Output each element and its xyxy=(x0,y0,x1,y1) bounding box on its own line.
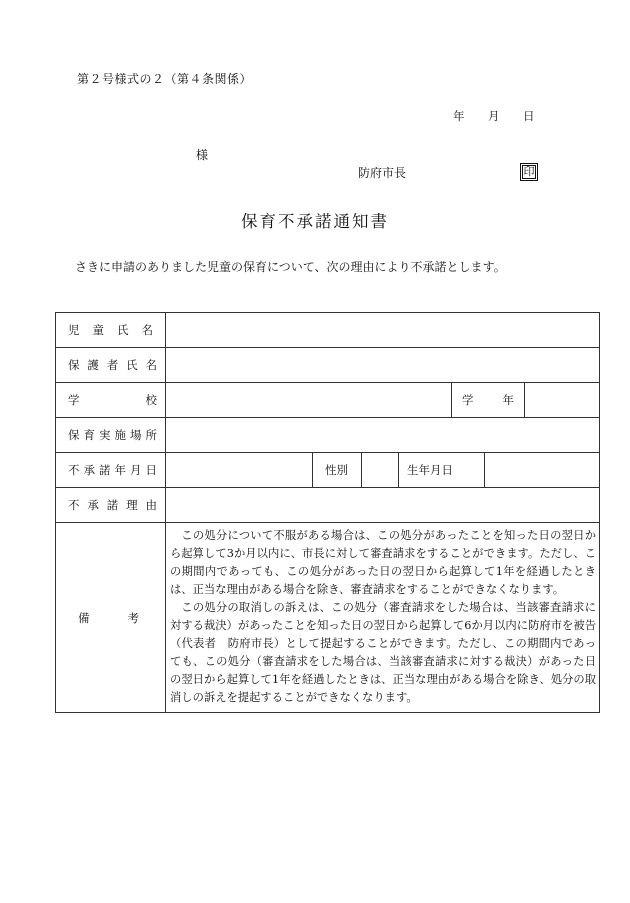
facility-row xyxy=(56,418,600,453)
child-name-row xyxy=(56,313,600,348)
rejection-reason-field[interactable] xyxy=(166,488,600,523)
intro-text: さきに申請のありました児童の保育について、次の理由により不承諾とします。 xyxy=(75,260,506,274)
remarks-row xyxy=(56,523,600,713)
date-month-label: 月 xyxy=(488,109,500,123)
facility-label: 保 育 実 施 場 所 xyxy=(56,418,166,453)
rejection-reason-label: 不 承 諾 理 由 xyxy=(56,488,166,523)
seal-mark: 印 xyxy=(520,163,538,181)
guardian-name-row xyxy=(56,348,600,383)
grade-field[interactable] xyxy=(525,383,600,418)
guardian-name-field[interactable] xyxy=(166,348,600,383)
remarks-paragraph-appeal: この処分について不服がある場合は、この処分があったことを知った日の翌日から起算して3か月以内に、市長に対して審査請求をすることができます。ただし、この期間内であっても、この処分があった日の翌日から起算して1年を経過したときは、正当な理由がある場合を除き、審査請求をすることができなくなります。 xyxy=(170,529,596,596)
facility-field[interactable] xyxy=(166,418,600,453)
remarks-paragraph-lawsuit: この処分の取消しの訴えは、この処分（審査請求をした場合は、当該審査請求に対する裁決）があったことを知った日の翌日から起算して6か月以内に防府市を被告（代表者 防府市長）として提起することができます。ただし、この期間内であっても、この処分（審査請求をした場合は、当該審査請求に対する裁決）があった日の翌日から起算して1年を経過したときは、正当な理由がある場合を除き、処分の取消しの訴えを提起することができなくなります。 xyxy=(170,601,596,704)
child-name-label: 児 童 氏 名 xyxy=(56,313,166,348)
addressee-suffix: 様 xyxy=(196,148,209,162)
notice-form-table xyxy=(55,312,600,713)
birthdate-field[interactable] xyxy=(485,453,600,488)
date-year-label: 年 xyxy=(453,109,465,123)
rejection-date-field[interactable] xyxy=(166,453,313,488)
remarks-text xyxy=(166,523,600,713)
child-name-field[interactable] xyxy=(166,313,600,348)
school-row xyxy=(56,383,600,418)
gender-field[interactable] xyxy=(362,453,399,488)
grade-label: 学 年 xyxy=(452,383,525,418)
school-field[interactable] xyxy=(166,383,452,418)
gender-label: 性別 xyxy=(313,453,362,488)
issuer-name: 防府市長 xyxy=(358,166,407,180)
rejection-date-label: 不 承 諾 年 月 日 xyxy=(56,453,166,488)
rejection-date-row xyxy=(56,453,600,488)
form-number: 第２号様式の２（第４条関係） xyxy=(77,72,253,86)
date-day-label: 日 xyxy=(523,109,535,123)
document-title: 保育不承諾通知書 xyxy=(241,212,389,231)
remarks-label: 備 考 xyxy=(56,523,166,713)
school-label: 学 校 xyxy=(56,383,166,418)
guardian-name-label: 保 護 者 氏 名 xyxy=(56,348,166,383)
birthdate-label: 生年月日 xyxy=(399,453,485,488)
rejection-reason-row xyxy=(56,488,600,523)
